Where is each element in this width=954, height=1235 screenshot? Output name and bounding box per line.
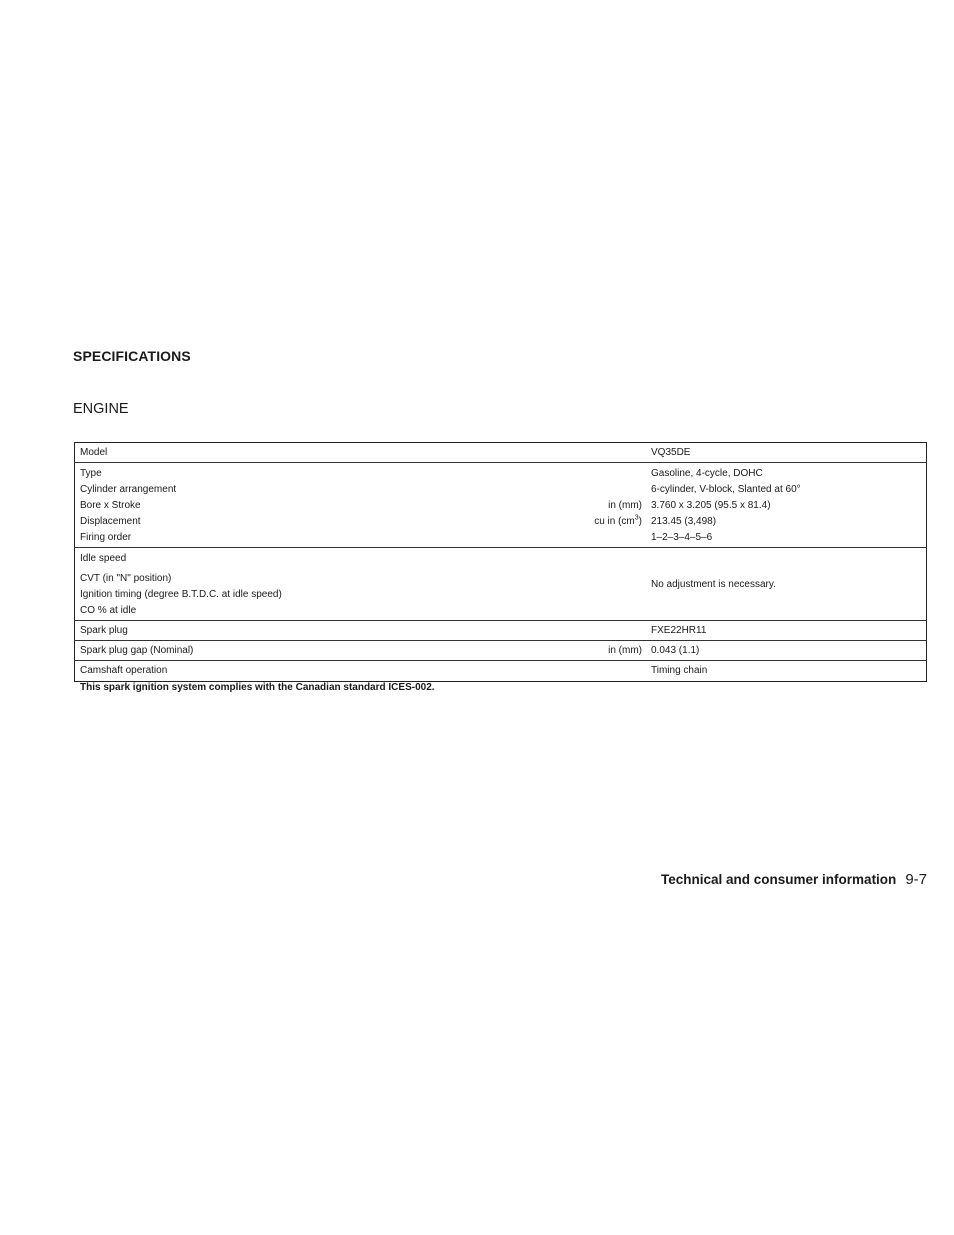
table-row-spark-plug <box>75 621 927 641</box>
bore-label: Bore x Stroke <box>80 500 141 511</box>
spark-plug-unit <box>560 621 651 641</box>
spark-gap-unit: in (mm) <box>560 641 651 661</box>
page-number: 9-7 <box>905 871 927 888</box>
compliance-footnote: This spark ignition system complies with the Canadian standard ICES-002. <box>80 682 435 693</box>
table-row-idle <box>75 548 927 621</box>
cylinder-value: 6-cylinder, V-block, Slanted at 60° <box>651 484 801 495</box>
firing-label: Firing order <box>80 532 132 543</box>
model-value: VQ35DE <box>651 447 691 458</box>
footer-section-title: Technical and consumer information <box>661 872 897 887</box>
idle-label: Idle speed <box>80 553 127 564</box>
model-label: Model <box>80 447 108 458</box>
co-label: CO % at idle <box>80 605 137 616</box>
type-label: Type <box>80 468 102 479</box>
displacement-unit: cu in $(cm^3)$ <box>594 514 642 527</box>
general-values <box>651 463 927 548</box>
cvt-label: CVT (in "N" position) <box>80 573 172 584</box>
general-units <box>560 463 651 548</box>
camshaft-unit <box>560 661 651 682</box>
timing-label: Ignition timing (degree B.T.D.C. at idle speed) <box>80 589 282 600</box>
cylinder-label: Cylinder arrangement <box>80 484 177 495</box>
idle-labels <box>75 548 561 621</box>
subsection-title: ENGINE <box>73 401 129 417</box>
camshaft-label: Camshaft operation <box>75 661 561 682</box>
idle-value: No adjustment is necessary. <box>651 548 927 621</box>
table-row-spark-gap <box>75 641 927 661</box>
idle-unit <box>560 548 651 621</box>
cubic-superscript: 3 <box>634 514 639 522</box>
spark-plug-value: FXE22HR11 <box>651 621 927 641</box>
bore-unit: in (mm) <box>608 500 642 511</box>
table-row-model <box>75 443 927 463</box>
engine-spec-table <box>74 442 927 682</box>
model-unit <box>560 443 651 463</box>
page-footer <box>661 871 927 888</box>
spark-gap-value: 0.043 (1.1) <box>651 641 927 661</box>
camshaft-value: Timing chain <box>651 661 927 682</box>
section-title: SPECIFICATIONS <box>73 348 191 364</box>
displacement-label: Displacement <box>80 516 141 527</box>
table-row-camshaft <box>75 661 927 682</box>
bore-value: 3.760 x 3.205 (95.5 x 81.4) <box>651 500 771 511</box>
spark-plug-label: Spark plug <box>75 621 561 641</box>
displacement-value: 213.45 (3,498) <box>651 516 717 527</box>
table-row-general <box>75 463 927 548</box>
firing-value: 1–2–3–4–5–6 <box>651 532 713 543</box>
general-labels <box>75 463 561 548</box>
type-value: Gasoline, 4-cycle, DOHC <box>651 468 763 479</box>
spark-gap-label: Spark plug gap (Nominal) <box>75 641 561 661</box>
